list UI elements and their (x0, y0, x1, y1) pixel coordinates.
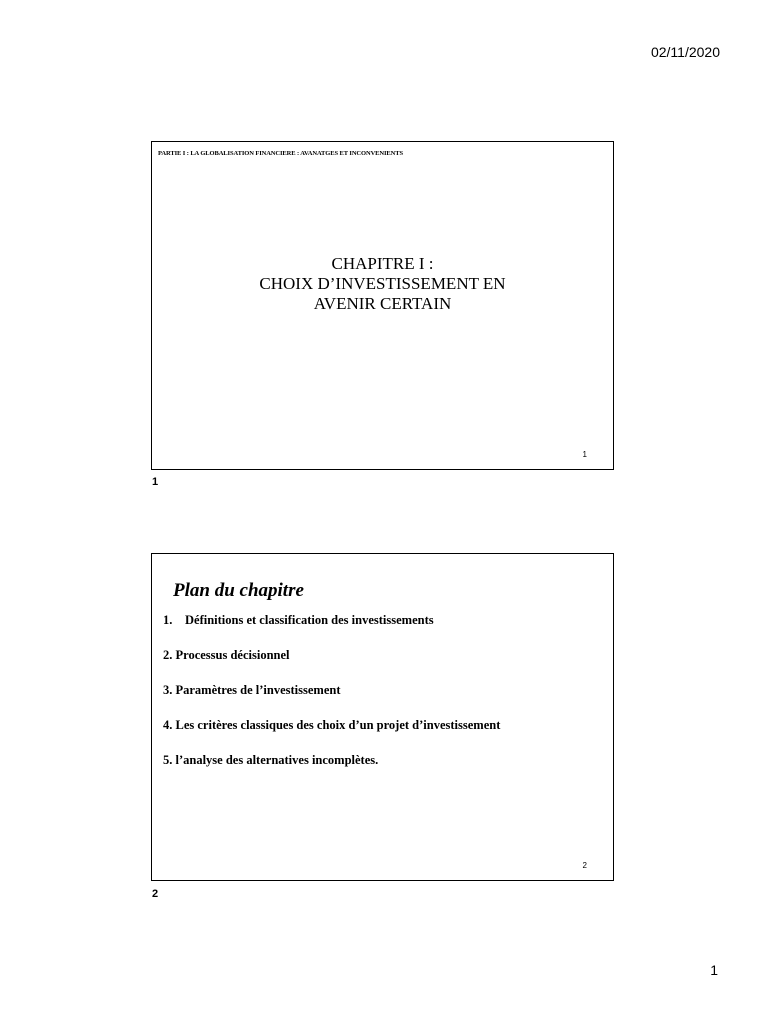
plan-item (163, 648, 500, 683)
plan-item (163, 683, 500, 718)
slide-label: 1 (152, 476, 159, 488)
chapter-title-line: AVENIR CERTAIN (313, 294, 452, 313)
plan-item-text: 3. Paramètres de l’investissement (163, 683, 341, 697)
plan-item-text: 4. Les critères classiques des choix d’un projet d’investissement (163, 718, 501, 732)
page-number: 1 (710, 962, 718, 978)
slide-1 (151, 141, 614, 470)
slide-number: 2 (582, 861, 587, 870)
chapter-title (152, 254, 613, 314)
chapter-title-line: CHAPITRE I : (331, 254, 434, 273)
slide-header: PARTIE I : LA GLOBALISATION FINANCIERE : AVANATGES ET INCONVENIENTS (158, 150, 404, 157)
slide-number: 1 (582, 450, 587, 459)
plan-list (163, 613, 500, 788)
plan-item-number: 1. (163, 613, 173, 627)
plan-item-text: 5. l’analyse des alternatives incomplètes. (163, 753, 379, 767)
plan-title: Plan du chapitre (173, 580, 304, 601)
plan-item-text: 2. Processus décisionnel (163, 648, 290, 662)
slide-2 (151, 553, 614, 881)
page-date: 02/11/2020 (650, 44, 720, 60)
plan-item (163, 753, 500, 788)
plan-item (163, 718, 500, 753)
slide-label: 2 (152, 888, 159, 900)
chapter-title-line: CHOIX D’INVESTISSEMENT EN (259, 274, 506, 293)
plan-item (163, 613, 500, 648)
plan-item-text: Définitions et classification des investissements (185, 613, 434, 627)
